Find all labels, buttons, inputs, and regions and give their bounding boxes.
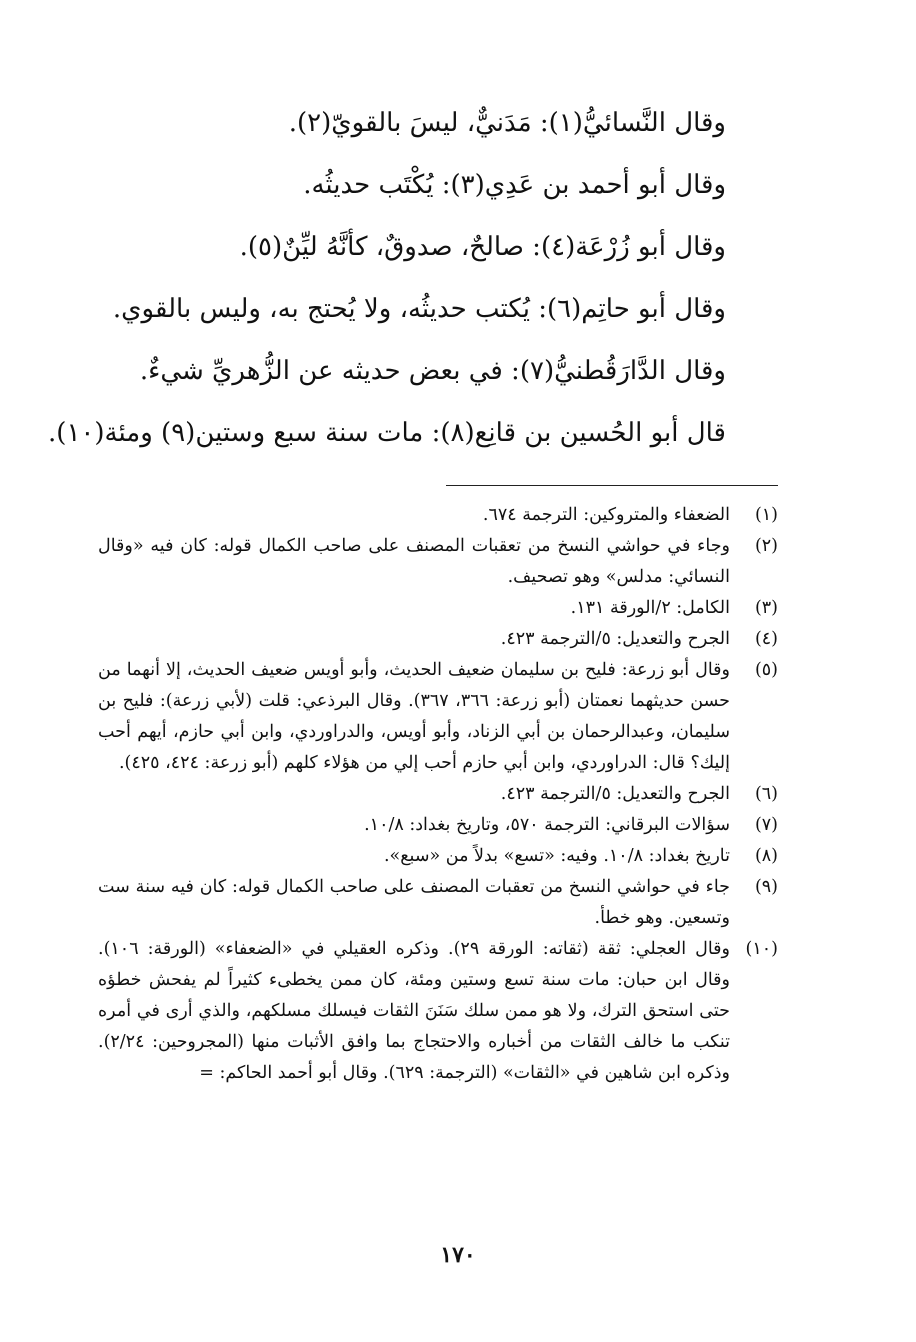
- footnote: [98, 810, 778, 841]
- main-line: وقال النَّسائيُّ‏(١)‏: مَدَنيٌّ، ليسَ بالقويّ‏(٢)‏.: [288, 108, 726, 138]
- footnote-number: (٨): [754, 846, 778, 866]
- footnote: [98, 624, 778, 655]
- footnote: [98, 841, 778, 872]
- footnote-text: الكامل: ٢/الورقة ١٣١.: [570, 598, 730, 618]
- footnote: [98, 593, 778, 624]
- footnote-number: (٤): [754, 629, 778, 649]
- footnote-text: جاء في حواشي النسخ من تعقبات المصنف على صاحب الكمال قوله: كان فيه سنة ست وتسعين. وهو خطأ.: [98, 877, 730, 928]
- footnote-number: (٥): [754, 660, 778, 680]
- footnote: [98, 934, 778, 1089]
- footnote-divider: [446, 485, 778, 486]
- footnote-number: (١٠): [745, 939, 778, 959]
- footnote-text: وجاء في حواشي النسخ من تعقبات المصنف على صاحب الكمال قوله: كان فيه «وقال النسائي: مدلس» وهو تصحيف.: [98, 536, 730, 587]
- main-line: وقال أبو أحمد بن عَدِي‏(٣)‏: يُكْتَب حديثُه.: [303, 170, 726, 200]
- footnotes: [98, 500, 778, 1089]
- footnote-number: (٢): [754, 536, 778, 556]
- main-line: وقال أبو حاتِم‏(٦)‏: يُكتب حديثُه، ولا يُحتج به، وليس بالقوي.: [112, 294, 726, 324]
- footnote-number: (١): [754, 505, 778, 525]
- footnote-number: (٩): [754, 877, 778, 897]
- main-text: [48, 92, 726, 464]
- footnote-text: سؤالات البرقاني: الترجمة ٥٧٠، وتاريخ بغداد: ١٠/٨.: [364, 815, 730, 835]
- footnote-text: الجرح والتعديل: ٥/الترجمة ٤٢٣.: [500, 784, 730, 804]
- main-line: قال أبو الحُسين بن قانِع‏(٨)‏: مات سنة سبع وستين‏(٩)‏ ومئة‏(١٠)‏.: [48, 418, 726, 448]
- footnote-text: تاريخ بغداد: ١٠/٨. وفيه: «تسع» بدلاً من «سبع».: [383, 846, 730, 866]
- footnote-text: الجرح والتعديل: ٥/الترجمة ٤٢٣.: [500, 629, 730, 649]
- footnote-text: وقال أبو زرعة: فليح بن سليمان ضعيف الحديث، وأبو أويس ضعيف الحديث، إلا أنهما من حسن حديثهما نعمتان (أبو زرعة: ٣٦٦، ٣٦٧). وقال البرذعي: قلت (لأبي زرعة): فليح بن سليمان، وعبدالرحمان بن أبي الزناد، وأبو أويس، والدراوردي، وابن أبي حازم، أيهم أحب إليك؟ قال: الدراوردي، وابن أبي حازم أحب إلي من هؤلاء كلهم (أبو زرعة: ٤٢٤، ٤٢٥).: [98, 660, 730, 773]
- footnote: [98, 872, 778, 934]
- page-number: ١٧٠: [440, 1242, 476, 1268]
- footnote: [98, 655, 778, 779]
- footnote: [98, 531, 778, 593]
- main-line: وقال أبو زُرْعَة‏(٤)‏: صالحٌ، صدوقٌ، كأنَّهُ ليِّنٌ‏(٥)‏.: [239, 232, 726, 262]
- footnote: [98, 500, 778, 531]
- footnote-number: (٣): [754, 598, 778, 618]
- footnote-number: (٦): [754, 784, 778, 804]
- footnote-text: الضعفاء والمتروكين: الترجمة ٦٧٤.: [482, 505, 730, 525]
- footnote: [98, 779, 778, 810]
- main-line: وقال الدَّارَقُطنيُّ‏(٧)‏: في بعض حديثه عن الزُّهريِّ شيءٌ.: [139, 356, 726, 386]
- footnote-text: وقال العجلي: ثقة (ثقاته: الورقة ٢٩). وذكره العقيلي في «الضعفاء» (الورقة: ١٠٦). وقال ابن حبان: مات سنة تسع وستين ومئة، كان ممن يخطىء كثيراً لم يفحش خطؤه حتى استحق الترك، ولا هو ممن سلك سَنَنَ الثقات فيسلك مسلكهم، والذي أرى في أمره تنكب ما خالف الثقات من أخباره والاحتجاج بما وافق الأثبات منها (المجروحين: ٢/٢٤). وذكره ابن شاهين في «الثقات» (الترجمة: ٦٢٩). وقال أبو أحمد الحاكم: =: [98, 939, 730, 1083]
- footnote-number: (٧): [754, 815, 778, 835]
